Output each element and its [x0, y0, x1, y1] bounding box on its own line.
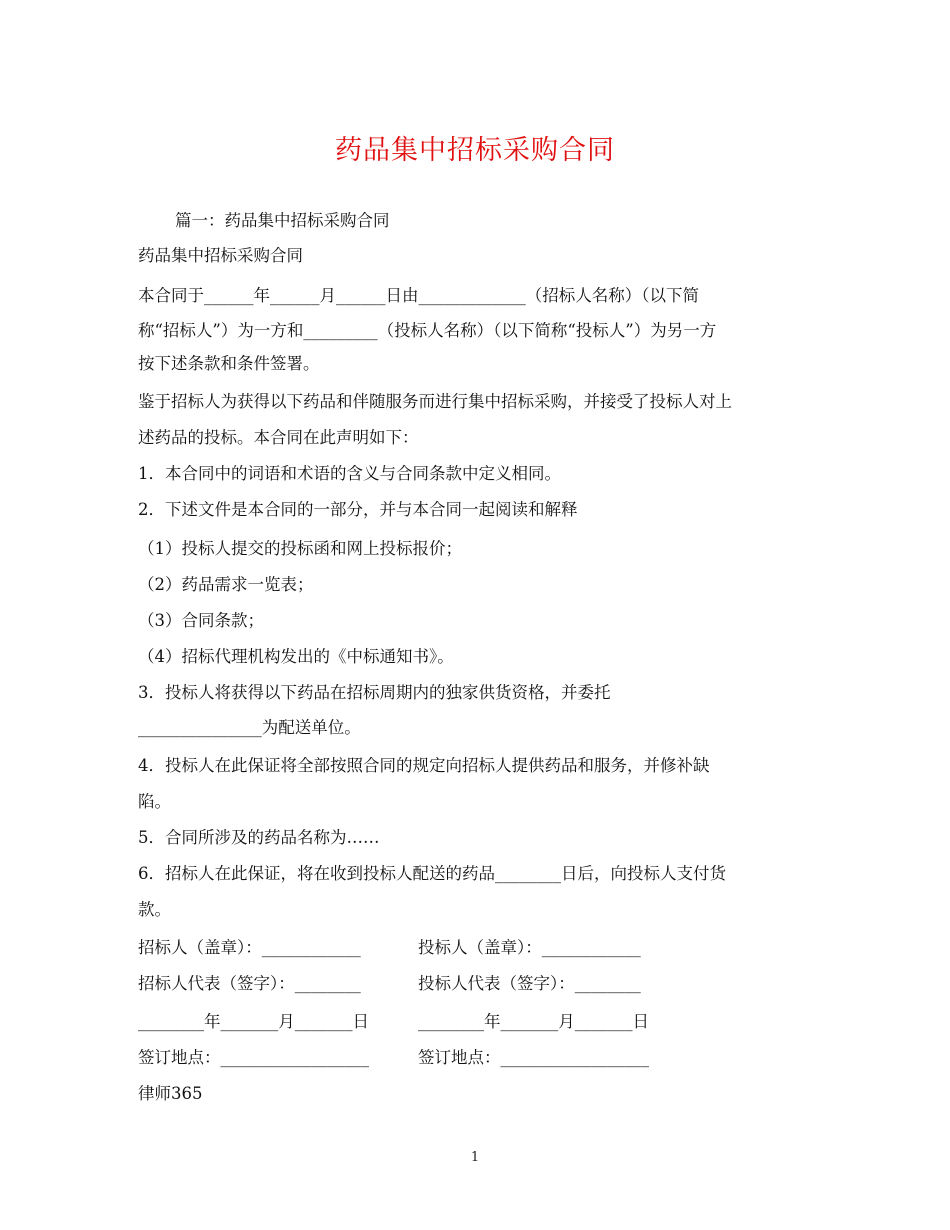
footer-note: 律师365 — [138, 1084, 203, 1103]
bidder-date-field: ________年_______月_______日 — [418, 1012, 649, 1031]
sub-clause-item: （2）药品需求一览表； — [138, 575, 314, 594]
paragraph-line: 按下述条款和条件签署。 — [138, 354, 320, 373]
paragraph-line: 陷。 — [138, 792, 171, 811]
paragraph-line: 款。 — [138, 900, 171, 919]
document-title: 药品集中招标采购合同 — [335, 135, 615, 166]
tenderer-date-field: ________年_______月_______日 — [138, 1012, 369, 1031]
bidder-seal-field: 投标人（盖章）：____________ — [418, 938, 641, 957]
paragraph-line: 鉴于招标人为获得以下药品和伴随服务而进行集中招标采购，并接受了投标人对上 — [138, 392, 732, 411]
sub-clause-item: （3）合同条款； — [138, 611, 264, 630]
sub-clause-item: （4）招标代理机构发出的《中标通知书》。 — [138, 647, 454, 666]
clause-item: 4．投标人在此保证将全部按照合同的规定向招标人提供药品和服务，并修补缺 — [138, 756, 710, 775]
paragraph-line: _______________为配送单位。 — [138, 718, 361, 737]
bidder-representative-field: 投标人代表（签字）：________ — [418, 974, 641, 993]
clause-item: 6．招标人在此保证，将在收到投标人配送的药品________日后，向投标人支付货 — [138, 864, 726, 883]
paragraph-line: 称“招标人”）为一方和_________（投标人名称）（以下简称“投标人”）为另一方 — [138, 321, 717, 340]
bidder-signing-place-field: 签订地点：__________________ — [418, 1048, 649, 1067]
paragraph-line: 本合同于______年______月______日由_____________（招标人名称）（以下简 — [138, 286, 699, 305]
paragraph-line: 述药品的投标。本合同在此声明如下： — [138, 428, 419, 447]
section-heading: 篇一：药品集中招标采购合同 — [175, 211, 390, 230]
contract-name: 药品集中招标采购合同 — [138, 246, 303, 265]
page-number: 1 — [470, 1150, 480, 1165]
tenderer-representative-field: 招标人代表（签字）：________ — [138, 974, 361, 993]
sub-clause-item: （1）投标人提交的投标函和网上投标报价； — [138, 539, 462, 558]
clause-item: 2．下述文件是本合同的一部分，并与本合同一起阅读和解释 — [138, 500, 578, 519]
tenderer-signing-place-field: 签订地点：__________________ — [138, 1048, 369, 1067]
clause-item: 5．合同所涉及的药品名称为…… — [138, 828, 380, 847]
tenderer-seal-field: 招标人（盖章）：____________ — [138, 938, 361, 957]
clause-item: 1．本合同中的词语和术语的含义与合同条款中定义相同。 — [138, 464, 561, 483]
clause-item: 3．投标人将获得以下药品在招标周期内的独家供货资格，并委托 — [138, 683, 611, 702]
